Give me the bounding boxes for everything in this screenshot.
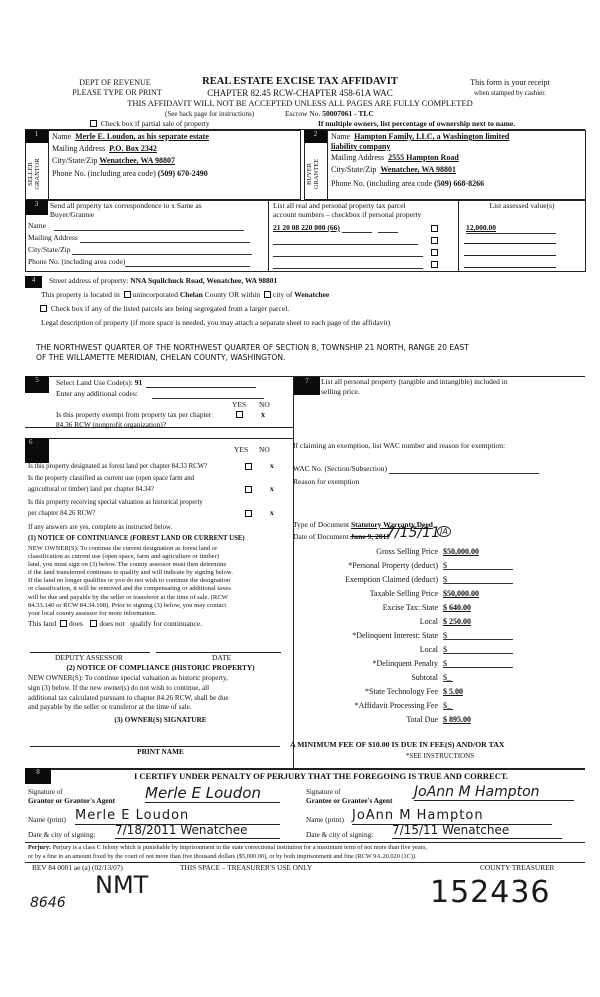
land-use-yes-header: YES [232,400,247,409]
fee-value[interactable]: $ [443,631,513,640]
grantor-name-label: Name (print) [28,815,66,824]
fee-label: Total Due [406,715,438,724]
fee-row [300,575,600,587]
seller-address-field[interactable]: P.O. Box 2342 [109,144,157,153]
fee-value[interactable]: $ [443,561,513,570]
notice-line: will be due and payable by the seller or transferor at the time of sale. (RCW [28,593,228,601]
fee-label: Gross Selling Price [376,547,438,556]
partial-sale-row [88,120,210,129]
grantee-name-field[interactable]: JoAnn M Hampton [352,809,552,825]
if-yes-instruction: If any answers are yes, complete as instructed below. [28,524,173,531]
doc-date-struck: June 9, 2011 [350,532,390,541]
exempt-question-2: 84.36 RCW (nonprofit organization)? [56,420,166,429]
form-chapter: CHAPTER 82.45 RCW-CHAPTER 458-61A WAC [207,88,393,98]
current-use-question-1: Is the property classified as current use (open space farm and [28,475,195,482]
completion-warning: THIS AFFIDAVIT WILL NOT BE ACCEPTED UNLESS ALL PAGES ARE FULLY COMPLETED [127,98,473,108]
exempt-no-mark[interactable]: x [261,410,265,419]
section-1-badge: 1 [25,130,48,143]
fee-row [300,659,600,671]
corr-address-row [28,234,250,243]
grantee-date-field[interactable]: 7/15/11 Wenatchee [392,824,562,839]
fee-label: *State Technology Fee [364,687,438,696]
seller-side-label-1: SELLER [27,162,34,186]
fee-label: Excise Tax: State [382,603,438,612]
fee-row [300,715,600,727]
grantor-sig-label-1: Signature of [28,788,63,796]
corr-phone-field[interactable] [125,259,250,267]
grantor-date-label: Date & city of signing: [28,830,96,839]
this-land-label: This land [28,619,57,628]
forest-land-no-mark[interactable]: x [270,461,274,470]
fee-row [300,645,600,657]
located-prefix: This property is located in [41,290,120,299]
land-use-code-label: Select Land Use Code(s): [56,378,133,387]
perjury-line-1 [28,844,588,851]
seller-city-label: City/State/Zip [52,156,98,165]
parcel-heading-1: List all real and personal property tax parcel [273,201,406,210]
corr-city-field[interactable] [72,247,252,255]
seller-phone-label: Phone No. (including area code) [52,169,156,178]
fee-row [300,561,600,573]
corr-city-row [28,246,252,255]
does-qualify-checkbox[interactable] [60,620,67,627]
corr-name-row [28,222,244,231]
partial-sale-checkbox[interactable] [90,120,97,127]
grantee-signature[interactable]: JoAnn M Hampton [414,784,574,801]
fee-label: Local [419,645,438,654]
dept-label: DEPT OF REVENUE [79,78,151,87]
seller-side-label [28,152,41,196]
buyer-side-label-2: GRANTEE [312,158,320,190]
escrow-value: 50007061 - TLC [322,109,374,118]
corr-phone-row [28,258,250,267]
city-of-label: city of [273,290,293,299]
handwritten-receipt-number: 152436 [430,875,551,910]
historic-yes-checkbox[interactable] [245,510,252,517]
fee-label: *Personal Property (deduct) [348,561,438,570]
seller-phone-row [52,169,208,178]
buyer-city-field[interactable]: Wenatchee, WA 98801 [380,165,456,174]
fee-row [300,589,600,601]
current-use-question-2: agricultural or timber) land per chapter 84.34? [28,486,154,493]
grantee-sig-label-2: Grantee or Grantee's Agent [306,796,393,805]
segregated-row [38,305,289,314]
street-label: Street address of property: [49,276,129,285]
seller-address-label: Mailing Address [52,144,106,153]
section-4-badge: 4 [25,276,42,288]
additional-codes-field[interactable] [152,391,264,399]
seller-phone-field[interactable]: (509) 670-2490 [157,169,208,178]
personal-property-checkbox[interactable] [431,237,438,244]
fee-value[interactable]: $_ [443,673,451,682]
parcel-number-field[interactable] [273,249,423,257]
parcel-row [273,224,453,233]
grantor-signature[interactable]: Merle E Loudon [145,785,280,803]
owner-signature-heading: (3) OWNER(S) SIGNATURE [114,715,207,724]
fee-value[interactable]: $ [443,645,513,654]
assessed-value-field[interactable] [464,243,556,244]
buyer-address-field[interactable]: 2555 Hampton Road [388,153,459,162]
see-instructions-note: *SEE INSTRUCTIONS [405,752,475,760]
forest-land-yes-checkbox[interactable] [245,463,252,470]
type-or-print-label: PLEASE TYPE OR PRINT [72,88,162,97]
grantor-date-field[interactable]: 7/18/2011 Wenatchee [115,824,280,839]
section-6-badge: 6 [25,438,49,463]
personal-property-checkbox[interactable] [431,249,438,256]
legal-description-line-1: THE NORTHWEST QUARTER OF THE NORTHWEST QUARTER OF SECTION 8, TOWNSHIP 21 NORTH, RANGE 20 EAST [36,343,469,352]
corr-city-label: City/State/Zip [28,245,71,254]
land-use-no-header: NO [259,400,270,409]
treasurer-space-label: THIS SPACE – TREASURER'S USE ONLY [180,863,313,872]
parcel-number-field[interactable] [273,261,423,269]
notice-line: NEW OWNER(S): To continue special valuation as historic property, [28,674,228,682]
fee-label: Taxable Selling Price [369,589,438,598]
buyer-side-label-1: BUYER [306,162,313,186]
wac-field[interactable] [389,466,539,474]
county-value: Chelan [179,290,203,299]
seller-city-field[interactable]: Wenatchee, WA 98807 [99,156,175,165]
assessed-value-field[interactable] [464,255,556,256]
fee-label: *Delinquent Interest: State [352,631,438,640]
doc-type-label: Type of Document [293,520,350,529]
personal-property-checkbox[interactable] [431,225,438,232]
fee-value[interactable]: $ [443,575,513,584]
section-8-badge: 8 [25,768,51,784]
parcel-row [273,248,453,257]
notice-line: land, you must sign on (3) below. The county assessor must then determine [28,561,227,569]
forest-land-question: Is this property designated as forest land per chapter 84.33 RCW? [28,463,208,470]
county-or-label: County OR within [204,290,261,299]
notice-line: sign (3) below. If the new owner(s) do not wish to continue, all [28,683,210,692]
seller-city-row [52,156,175,165]
historic-question-1: Is this property receiving special valuation as historical property [28,499,203,506]
exempt-yes-checkbox[interactable] [236,411,243,418]
correspondence-heading-2: Buyer/Grantee [50,210,95,219]
perjury-line-2: or by a fine in an amount fixed by the court of not more than five thousand dollars ($5,000.00), or by both imprisonment and fine (RCW 9A.20.020 (1C)). [28,853,417,860]
designation-no-header: NO [259,445,270,454]
notice-line: if the land transferred continues to qualify and will indicate by signing below. [28,569,233,577]
deputy-assessor-label: DEPUTY ASSESSOR [55,653,123,662]
land-use-code-field[interactable]: 91 [134,378,143,387]
wac-label: WAC No. (Section/Subsection) [293,464,387,473]
section-3-badge: 3 [25,200,48,215]
buyer-city-label: City/State/Zip [331,165,377,174]
print-name-label: PRINT NAME [137,747,184,756]
notice-continuance-text [28,545,293,618]
reason-field[interactable] [295,488,580,516]
buyer-name-line2[interactable]: liability company [331,142,391,151]
fee-label: Exemption Claimed (deduct) [345,575,438,584]
buyer-name-field[interactable]: Hampton Family, LLC, a Washington limited [354,132,510,141]
fee-label: Local [419,617,438,626]
perjury-text-1: Perjury is a class C felony which is punishable by imprisonment in the state correctional institution for a maximum term of not more than five years, [52,844,427,851]
section-5-badge: 5 [25,376,49,393]
receipt-note-1: This form is your receipt [470,78,550,87]
qualify-label: qualify for continuance. [130,619,203,628]
grantor-name-field[interactable]: Merle E Loudon [75,809,280,825]
handwritten-note-8646: 8646 [30,895,66,911]
fee-row [300,547,600,559]
fee-label: *Delinquent Penalty [372,659,438,668]
wac-row [293,465,539,474]
fee-value[interactable]: $ 250.00 [443,617,471,626]
exempt-question-1: Is this property exempt from property tax per chapter [56,410,212,419]
doc-date-handwritten[interactable]: 7/15/11 [386,525,440,541]
buyer-name-row [331,132,509,141]
current-use-no-mark[interactable]: x [270,484,274,493]
see-back-note: (See back page for instructions) [165,110,255,118]
notice-line: NEW OWNER(S): To continue the current designation as forest land or [28,545,218,552]
continuance-row [28,620,202,629]
parcel-number-field[interactable] [273,237,418,245]
legal-description-label: Legal description of property (if more space is needed, you may attach a separate sheet to each page of the affidavit) [41,318,391,327]
segregated-label: Check box if any of the listed parcels are being segregated from a larger parcel. [50,304,290,313]
land-use-code-row [56,379,256,388]
street-field[interactable]: NNA Squilchuck Road, Wenatchee, WA 98801 [130,276,278,285]
minimum-fee-note: A MINIMUM FEE OF $10.00 IS DUE IN FEE(S) AND/OR TAX [290,740,505,749]
city-value: Wenatchee [294,290,330,299]
initials-mark: JA [437,526,451,537]
assessed-value-field[interactable] [466,224,556,234]
notice-line: 84.33.140 or RCW 84.34.108). Prior to signing (3) below, you may contact [28,601,227,609]
personal-property-heading-2: selling price. [321,387,360,396]
fee-label: *Affidavit Processing Fee [354,701,438,710]
perjury-label: Perjury: [28,844,52,851]
corr-name-field[interactable] [54,223,244,231]
escrow-label: Escrow No. [285,109,321,118]
assessed-value: 12,000.00 [466,223,496,232]
personal-property-checkbox[interactable] [431,261,438,268]
seller-name-field[interactable]: Merle E. Loudon, as his separate estate [75,132,209,141]
assessed-heading: List assessed value(s) [489,201,555,210]
fee-value[interactable]: $_ [443,701,451,710]
fee-row [300,603,600,615]
parcel-row [273,260,453,269]
form-title: REAL ESTATE EXCISE TAX AFFIDAVIT [202,76,398,87]
fee-value[interactable]: $ 640.00 [443,603,471,612]
fee-value[interactable]: $ 5.00 [443,687,463,696]
unincorporated-label: unincorporated [132,290,179,299]
seller-side-label-2: GRANTOR [33,158,41,190]
segregated-checkbox[interactable] [40,305,47,312]
doc-type-field[interactable]: Statutory Warranty Deed [351,520,433,529]
parcel-row [273,236,453,245]
seller-name-label: Name [52,132,72,141]
county-treasurer-label: COUNTY TREASURER [480,863,555,872]
parcel-heading-2: account numbers – checkbox if personal property [273,210,422,219]
unincorporated-checkbox[interactable] [124,291,131,298]
buyer-name-label: Name [331,132,351,141]
certification-statement: I CERTIFY UNDER PENALTY OF PERJURY THAT THE FOREGOING IS TRUE AND CORRECT. [133,771,508,781]
escrow-number [285,110,374,119]
notice-compliance-text [28,674,293,713]
buyer-phone-label: Phone No. (including area code [331,179,433,188]
fee-row [300,631,600,643]
historic-question-2: per chapter 84.26 RCW? [28,510,96,517]
grantor-sig-label-2: Grantor or Grantor's Agent [28,796,116,805]
does-not-label: does not [99,619,125,628]
buyer-address-row [331,153,459,162]
correspondence-heading-1: Send all property tax correspondence to x Same as [50,201,202,210]
notice-line: classification as current use (open space, farm and agriculture or timber) [28,553,219,561]
section-7-badge: 7 [294,377,320,395]
grantee-date-label: Date & city of signing: [306,830,374,839]
doc-date-row [293,533,390,542]
notice-continuance-title: (1) NOTICE OF CONTINUANCE (FOREST LAND OR CURRENT USE) [28,535,245,542]
fee-value[interactable]: $50,000.00 [443,547,479,556]
notice-compliance-title: (2) NOTICE OF COMPLIANCE (HISTORIC PROPERTY) [66,663,255,672]
exemption-prompt: If claiming an exemption, list WAC number and reason for exemption: [293,441,506,450]
handwritten-note-nmt: NMT [95,871,149,899]
notice-line: If the land no longer qualifies or you do not wish to continue the designation [28,577,231,585]
form-number: REV 84 0001 ae (a) (02/13/07) [32,863,123,872]
buyer-city-row [331,165,456,174]
date-label: DATE [212,653,232,662]
parcel-number-field[interactable]: 21 20 08 220 000 (66) [273,223,340,232]
multiple-owners-note: If multiple owners, list percentage of ownership next to name. [318,119,516,128]
buyer-address-label: Mailing Address [331,153,385,162]
buyer-phone-row [331,179,484,188]
does-label: does [69,619,83,628]
historic-no-mark[interactable]: x [270,508,274,517]
personal-property-heading-1: List all personal property (tangible and intangible) included in [321,377,508,386]
fee-row [300,701,600,713]
grantee-sig-label-1: Signature of [306,788,341,796]
receipt-note-2: when stamped by cashier. [474,89,546,97]
buyer-side-label [307,152,320,196]
personal-property-field[interactable] [295,398,580,438]
does-not-qualify-checkbox[interactable] [90,620,97,627]
doc-date-label: Date of Document [293,532,349,541]
corr-name-label: Name [28,221,46,230]
fee-row [300,673,600,685]
corr-phone-label: Phone No. (including area code) [28,257,126,266]
corr-address-field[interactable] [80,235,250,243]
street-address-row [49,277,277,286]
fee-row [300,617,600,629]
fee-row [300,687,600,699]
section-2-badge: 2 [304,130,327,143]
assessed-value-field[interactable] [464,267,556,268]
grantee-name-label: Name (print) [306,815,344,824]
legal-description-line-2: OF THE WILLAMETTE MERIDIAN, CHELAN COUNTY, WASHINGTON. [36,353,286,362]
notice-line: your local county assessor for more information. [28,609,157,617]
fee-value[interactable]: $ 895.00 [443,715,471,724]
notice-line: additional tax calculated pursuant to chapter 84.26 RCW, shall be due [28,693,229,702]
designation-yes-header: YES [234,445,249,454]
partial-sale-label: Check box if partial sale of property [100,119,210,128]
location-row [41,291,329,300]
seller-address-row [52,144,157,153]
reason-label: Reason for exemption [293,477,360,486]
seller-name-row [52,132,209,141]
fee-label: Subtotal [411,673,438,682]
additional-codes-row [56,390,264,399]
fee-value[interactable]: $50,000.00 [443,589,479,598]
additional-codes-label: Enter any additional codes: [56,389,138,398]
notice-line: or classification, it will be removed and the compensating or additional taxes [28,585,231,593]
city-checkbox[interactable] [264,291,271,298]
buyer-phone-field[interactable]: (509) 668-8266 [434,179,485,188]
current-use-yes-checkbox[interactable] [245,486,252,493]
notice-line: and payable by the seller or transferor at the time of sale. [28,703,192,712]
corr-address-label: Mailing Address [28,233,78,242]
fee-value[interactable]: $ [443,659,513,668]
